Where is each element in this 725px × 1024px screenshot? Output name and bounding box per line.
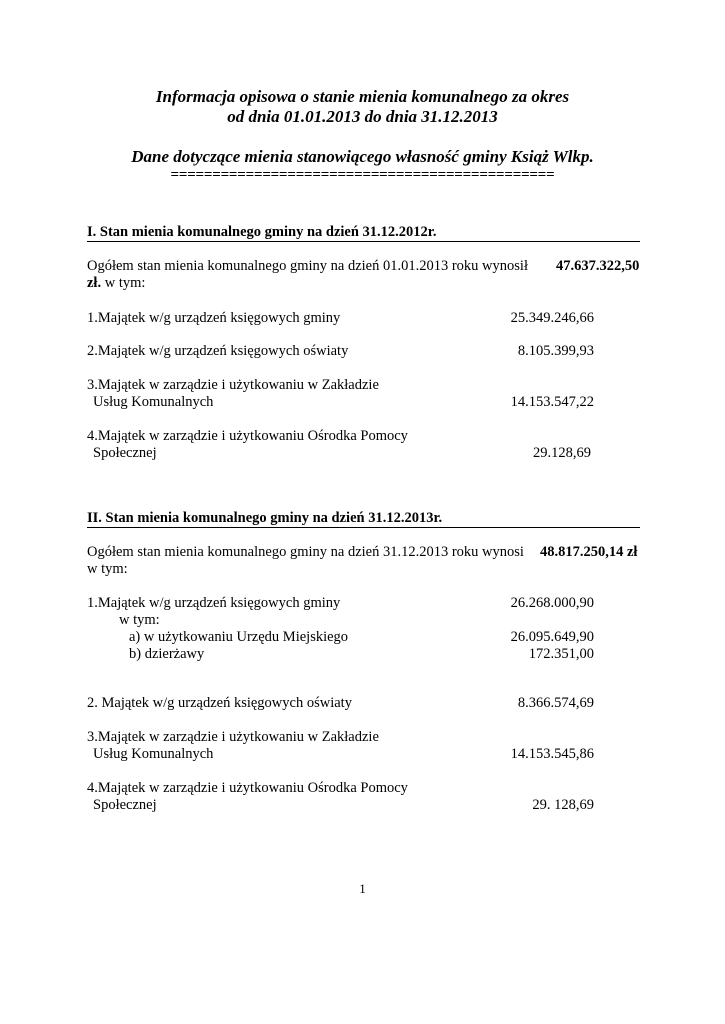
title-line-2: od dnia 01.01.2013 do dnia 31.12.2013 xyxy=(227,107,498,126)
section2-item-3-label-2: Usług Komunalnych xyxy=(93,746,214,762)
section1-item-4-value: 29.128,69 xyxy=(533,445,591,461)
section1-item-3-value: 14.153.547,22 xyxy=(510,394,594,410)
section1-heading: I. Stan mienia komunalnego gminy na dzień 31.12.2012r. xyxy=(87,224,437,240)
section2-total-text: Ogółem stan mienia komunalnego gminy na dzień 31.12.2013 roku wynosi xyxy=(87,544,524,560)
section2-total-suffix: w tym: xyxy=(87,561,128,577)
section1-total-suffix: w tym: xyxy=(101,275,146,291)
section2-item-1-sub-a: a) w użytkowaniu Urzędu Miejskiego xyxy=(129,629,349,645)
section1-total-unit: zł. xyxy=(87,275,102,291)
section2-item-4-label-1: 4.Majątek w zarządzie i użytkowaniu Ośrodka Pomocy xyxy=(87,780,408,796)
section2-item-2-value: 8.366.574,69 xyxy=(517,695,594,711)
section2-heading: II. Stan mienia komunalnego gminy na dzień 31.12.2013r. xyxy=(87,510,443,526)
section1-item-3-label-1: 3.Majątek w zarządzie i użytkowaniu w Zakładzie xyxy=(87,377,379,393)
section1-item-2-value: 8.105.399,93 xyxy=(517,343,594,359)
section1-item-2-label: 2.Majątek w/g urządzeń księgowych oświaty xyxy=(87,343,349,359)
section2-rule xyxy=(87,527,640,528)
section2-item-1-label: 1.Majątek w/g urządzeń księgowych gminy xyxy=(87,595,341,611)
section2-item-1-sub-b-value: 172.351,00 xyxy=(528,646,594,662)
section2-item-1-sub-b: b) dzierżawy xyxy=(129,646,205,662)
separator-line: ============================================== xyxy=(170,167,555,183)
title-line-1: Informacja opisowa o stanie mienia komunalnego za okres xyxy=(155,87,570,106)
section2-item-1-sub-a-value: 26.095.649,90 xyxy=(510,629,594,645)
section2-item-3-value: 14.153.545,86 xyxy=(510,746,594,762)
section2-item-2-label: 2. Majątek w/g urządzeń księgowych oświaty xyxy=(87,695,352,711)
section1-total-text: Ogółem stan mienia komunalnego gminy na dzień 01.01.2013 roku wynosił xyxy=(87,258,528,274)
section2-item-3-label-1: 3.Majątek w zarządzie i użytkowaniu w Zakładzie xyxy=(87,729,379,745)
section1-total-suffix-line xyxy=(87,275,145,292)
section1-rule xyxy=(87,241,640,242)
section1-item-4-label-2: Społecznej xyxy=(93,445,157,461)
section2-item-4-value: 29. 128,69 xyxy=(532,797,594,813)
page-number: 1 xyxy=(359,881,366,896)
section1-item-1-value: 25.349.246,66 xyxy=(510,310,594,326)
subtitle: Dane dotyczące mienia stanowiącego własność gminy Książ Wlkp. xyxy=(131,147,594,166)
section2-total-value: 48.817.250,14 zł xyxy=(540,544,638,560)
section1-total-value: 47.637.322,50 xyxy=(556,258,640,274)
section1-item-1-label: 1.Majątek w/g urządzeń księgowych gminy xyxy=(87,310,341,326)
section1-item-3-label-2: Usług Komunalnych xyxy=(93,394,214,410)
section2-item-1-value: 26.268.000,90 xyxy=(510,595,594,611)
section1-item-4-label-1: 4.Majątek w zarządzie i użytkowaniu Ośrodka Pomocy xyxy=(87,428,408,444)
section2-item-1-sub-intro: w tym: xyxy=(119,612,160,628)
section2-item-4-label-2: Społecznej xyxy=(93,797,157,813)
